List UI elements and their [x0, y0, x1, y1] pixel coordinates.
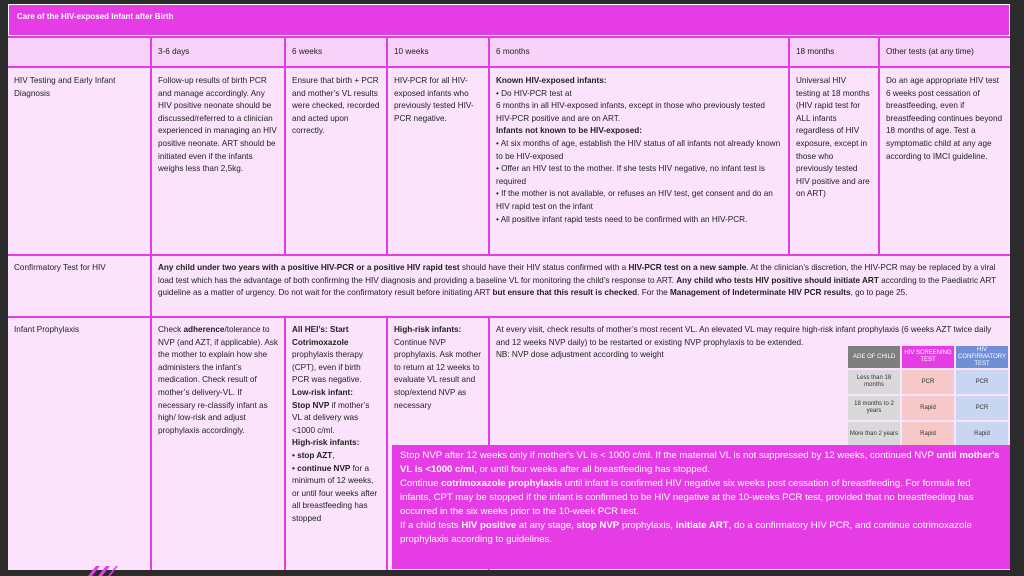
- header-empty: [8, 38, 150, 66]
- testing-6-months: Known HIV-exposed infants: • Do HIV-PCR test at 6 months in all HIV-exposed infants, except in those who previously tested HIV-PCR positive and are on ART. Infants not known to be HIV-exposed: • At six months of age, establish the HIV status of all infants not already known to be HIV-exposed • Offer an HIV test to the mother. If she tests HIV negative, no infant test is required • If the mother is not available, or refuses an HIV test, get consent and do an HIV rapid test on the infant • All positive infant rapid tests need to be confirmed with an HIV-PCR.: [490, 68, 788, 254]
- row-label-confirm: Confirmatory Test for HIV: [8, 256, 150, 316]
- mini-header-confirmatory: HIV CONFIRMATORY TEST: [957, 346, 1006, 367]
- prophylaxis-3-6-days: Check adherence/tolerance to NVP (and AZT, if applicable). Ask the mother to explain how she administers the infant’s medication. Check result of mother’s delivery-VL. If necessary re-classify infant as high/ low-risk and adjust prophylaxis accordingly.: [152, 318, 284, 570]
- confirm-text: Any child under two years with a positive HIV-PCR or a positive HIV rapid test should have their HIV status confirmed with a HIV-PCR test on a new sample. At the clinician’s discretion, the HIV-PCR may be replaced by a viral load test which has the advantage of both confirming the HIV diagnosis and providing a baseline VL for monitoring the child’s response to ART. Any child who tests HIV positive should initiate ART according to the Paediatric ART guideline as a matter of urgency. Do not wait for the confirmatory result before initiating ART but ensure that this result is checked. For the Management of Indeterminate HIV PCR results, go to page 25.: [152, 256, 1010, 316]
- header-18-months: 18 months: [790, 38, 878, 66]
- header-10-weeks: 10 weeks: [388, 38, 488, 66]
- mini-confirm-row-3: Rapid: [956, 422, 1008, 446]
- testing-18-months: Universal HIV testing at 18 months (HIV rapid test for ALL infants regardless of HIV exposure, except in those who previously tested HIV positive and are on ART): [790, 68, 878, 254]
- testing-6-weeks: Ensure that birth + PCR and mother’s VL results were checked, recorded and acted upon correctly.: [286, 68, 386, 254]
- mini-screen-row-2: Rapid: [902, 396, 954, 420]
- testing-3-6-days: Follow-up results of birth PCR and manage accordingly. Any HIV positive neonate should be discussed/referred to a clinician experienced in managing an HIV positive neonate. ART should be initiated even if the infants weighs less than 2,5kg.: [152, 68, 284, 254]
- header-3-6-days: 3-6 days: [152, 38, 284, 66]
- mini-age-row-1: Less than 18 months: [848, 370, 900, 394]
- page-title: Care of the HIV-exposed Infant after Birth: [17, 12, 174, 21]
- mini-screen-row-3: Rapid: [902, 422, 954, 446]
- row-label-testing: HIV Testing and Early Infant Diagnosis: [8, 68, 150, 254]
- mini-confirm-row-2: PCR: [956, 396, 1008, 420]
- row-label-prophylaxis: Infant Prophylaxis: [8, 318, 150, 570]
- mini-screen-row-1: PCR: [902, 370, 954, 394]
- testing-10-weeks: HIV-PCR for all HIV-exposed infants who previously tested HIV-PCR negative.: [388, 68, 488, 254]
- prophylaxis-10-weeks: High-risk infants: Continue NVP prophylaxis. Ask mother to return at 12 weeks to evaluate VL result and stop/extend NVP as necessary: [388, 318, 488, 570]
- title-bar: [8, 4, 1010, 36]
- header-6-months: 6 months: [490, 38, 788, 66]
- mini-header-screening: HIV SCREENING TEST: [902, 346, 954, 368]
- header-6-weeks: 6 weeks: [286, 38, 386, 66]
- mini-age-row-3: More than 2 years: [848, 422, 900, 446]
- prophylaxis-6-weeks: All HEI’s: Start Cotrimoxazole prophylaxis therapy (CPT), even if birth PCR was negative. Low-risk infant: Stop NVP if mother’s VL at delivery was <1000 c/ml. High-risk infants: • stop AZT, • continue NVP for a minimum of 12 weeks, or until four weeks after all breastfeeding has stopped: [286, 318, 386, 570]
- prophylaxis-note-box: Stop NVP after 12 weeks only if mother's VL is < 1000 c/ml. If the maternal VL is not suppressed by 12 weeks, continued NVP until mother's VL is <1000 c/ml, or until four weeks after all breastfeeding has stopped. Continue cotrimoxazole prophylaxis until infant is confirmed HIV negative six weeks post cessation of breastfeeding. For formula fed infants, CPT may be stopped if the infant is confirmed to be HIV negative at the 10-weeks PCR test, provided that no breastfeeding has occurred in the six weeks prior to the 10-week PCR test. If a child tests HIV positive at any stage, stop NVP prophylaxis, initiate ART, do a confirmatory HIV PCR, and continue cotrimoxazole prophylaxis according to guidelines.: [392, 445, 1010, 569]
- prophylaxis-6-months-onward: At every visit, check results of mother’s most recent VL. An elevated VL may require high-risk infant prophylaxis (6 weeks AZT twice daily and 12 weeks NVP daily) to be restarted or existing NVP prophylaxis to be extended. NB: NVP dose adjustment according to weight: [490, 318, 1010, 570]
- mini-header-age: AGE OF CHILD: [848, 346, 900, 368]
- testing-other: Do an age appropriate HIV test 6 weeks post cessation of breastfeeding, even if breastfeeding continues beyond 18 months of age. Test a symptomatic child at any age according to IMCI guideline.: [880, 68, 1010, 254]
- mini-age-row-2: 18 months to 2 years: [848, 396, 900, 420]
- mini-confirm-row-1: PCR: [956, 370, 1008, 394]
- header-other-tests: Other tests (at any time): [880, 38, 1010, 66]
- decorative-chevrons: [88, 566, 128, 576]
